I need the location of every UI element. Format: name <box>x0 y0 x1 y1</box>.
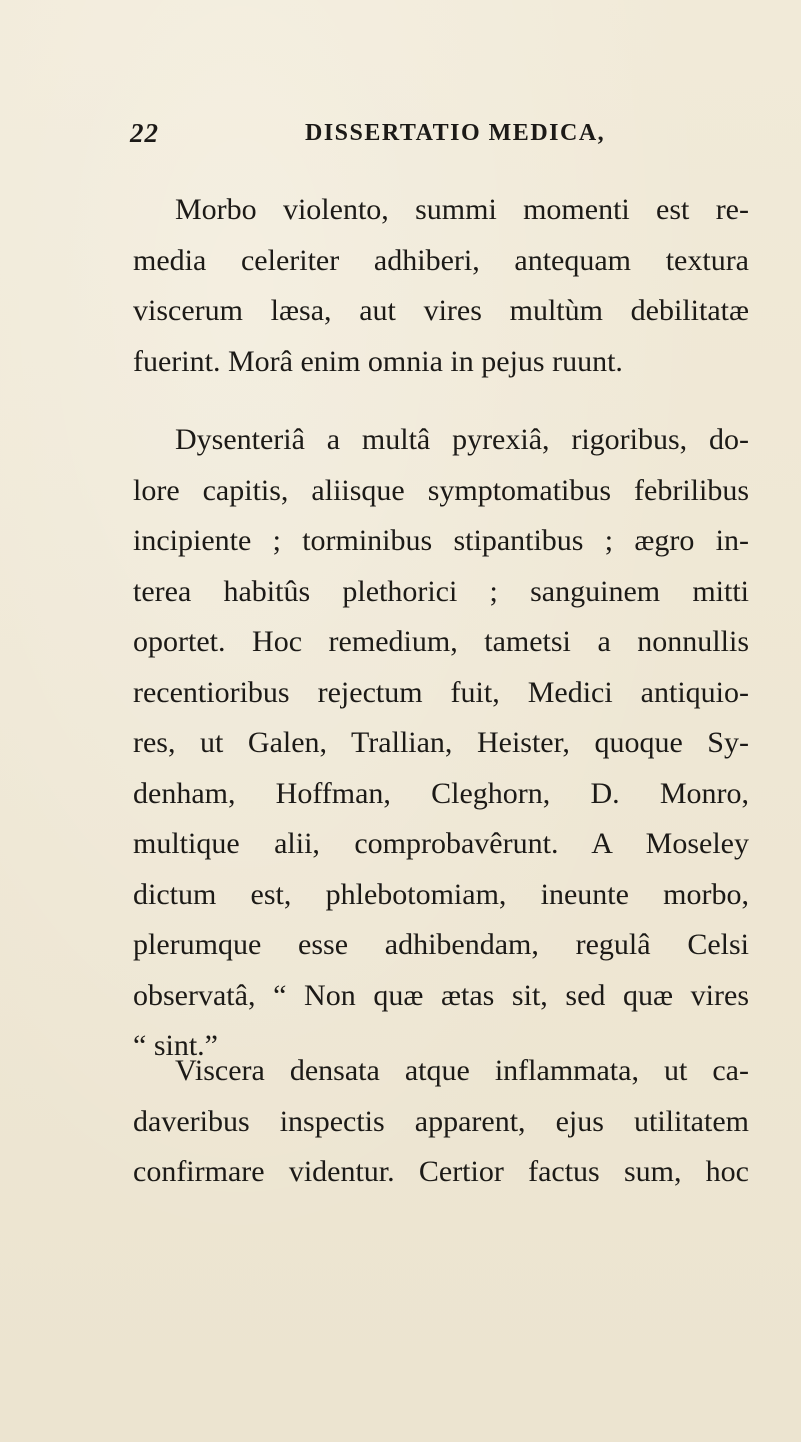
text-line: denham, Hoffman, Cleghorn, D. Monro, <box>133 776 749 810</box>
text-line: confirmare videntur. Certior factus sum, hoc <box>133 1155 749 1188</box>
text-line: dictum est, phlebotomiam, ineunte morbo, <box>133 877 749 911</box>
text-line: “ sint.” <box>133 1029 218 1062</box>
page-number: 22 <box>130 118 159 148</box>
text-line: media celeriter adhiberi, antequam textura <box>133 243 749 277</box>
text-line: observatâ, “ Non quæ ætas sit, sed quæ vires <box>133 978 749 1012</box>
paragraph-2 <box>133 415 749 1072</box>
text-line: terea habitûs plethorici ; sanguinem mitti <box>133 574 749 608</box>
text-line: daveribus inspectis apparent, ejus utilitatem <box>133 1104 749 1138</box>
running-head: DISSERTATIO MEDICA, <box>305 120 606 146</box>
paragraph-1 <box>133 185 749 387</box>
text-line: oportet. Hoc remedium, tametsi a nonnullis <box>133 625 749 658</box>
text-line: multique alii, comprobavêrunt. A Moseley <box>133 827 749 860</box>
text-line: res, ut Galen, Trallian, Heister, quoque Sy- <box>133 726 749 759</box>
text-line: Viscera densata atque inflammata, ut ca- <box>175 1054 749 1087</box>
text-line: plerumque esse adhibendam, regulâ Celsi <box>133 928 749 961</box>
paragraph-3 <box>133 1046 749 1198</box>
text-line: lore capitis, aliisque symptomatibus febrilibus <box>133 473 749 507</box>
text-line: viscerum læsa, aut vires multùm debilitatæ <box>133 294 749 327</box>
text-line: Morbo violento, summi momenti est re- <box>175 193 749 226</box>
text-line: incipiente ; torminibus stipantibus ; ægro in- <box>133 524 749 557</box>
page-header <box>130 118 761 158</box>
text-line: Dysenteriâ a multâ pyrexiâ, rigoribus, do- <box>175 423 749 456</box>
text-line: recentioribus rejectum fuit, Medici antiquio- <box>133 675 749 709</box>
text-line: fuerint. Morâ enim omnia in pejus ruunt. <box>133 344 623 378</box>
